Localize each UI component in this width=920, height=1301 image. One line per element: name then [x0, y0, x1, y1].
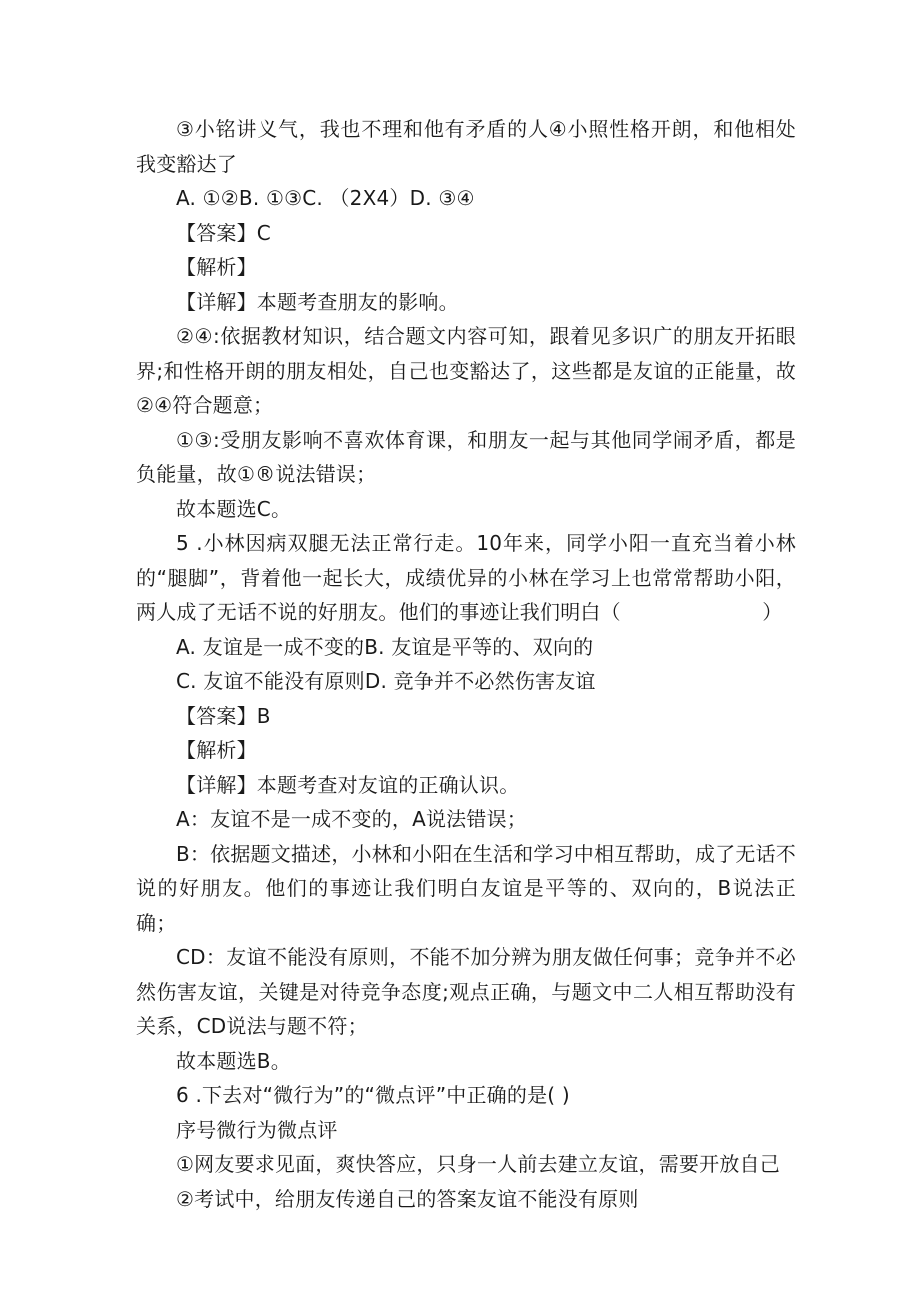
paragraph-analysis-q4: 【解析】 [176, 255, 257, 279]
paragraph-explain-13: ①③:受朋友影响不喜欢体育课，和朋友一起与其他同学闹矛盾，都是负能量，故①®说法错误； [136, 427, 796, 486]
paragraph-question-6: 6 .下去对“微行为”的“微点评”中正确的是( ) [176, 1083, 570, 1107]
paragraph-table-row-2: ②考试中，给朋友传递自己的答案友谊不能没有原则 [176, 1186, 639, 1211]
paragraph-choices-q5-cd: C. 友谊不能没有原则D. 竞争并不必然伤害友谊 [176, 669, 596, 693]
paragraph-conclusion-q4: 故本题选C。 [176, 496, 292, 521]
paragraph-table-header-q6: 序号微行为微点评 [176, 1117, 338, 1142]
paragraph-explain-24: ②④:依据教材知识，结合题文内容可知，跟着见多识广的朋友开拓眼界;和性格开朗的朋友相处，自己也变豁达了，这些都是友谊的正能量，故②④符合题意； [136, 324, 796, 417]
paragraph-conclusion-q5: 故本题选B。 [176, 1048, 291, 1073]
paragraph-detail-q4: 【详解】本题考查朋友的影响。 [176, 289, 459, 314]
paragraph-choices-q5-ab: A. 友谊是一成不变的B. 友谊是平等的、双向的 [176, 634, 594, 659]
paragraph-answer-q4: 【答案】C [176, 220, 271, 245]
paragraph-option-3-4: ③小铭讲义气，我也不理和他有矛盾的人④小照性格开朗，和他相处我变豁达了 [136, 117, 796, 176]
paragraph-analysis-q5: 【解析】 [176, 738, 257, 762]
paragraph-choices-q4: A. ①②B. ①③C. （2X4）D. ③④ [176, 186, 475, 210]
paragraph-explain-a: A：友谊不是一成不变的，A说法错误； [176, 807, 527, 831]
paragraph-question-5: 5 .小林因病双腿无法正常行走。10年来，同学小阳一直充当着小林的“腿脚”，背着他一起长大，成绩优异的小林在学习上也常常帮助小阳，两人成了无话不说的好朋友。他们的事迹让我们明白（ ） [136, 531, 796, 624]
document-body [136, 112, 796, 1216]
paragraph-explain-b: B：依据题文描述，小林和小阳在生活和学习中相互帮助，成了无话不说的好朋友。他们的事迹让我们明白友谊是平等的、双向的，B说法正确； [136, 841, 796, 935]
paragraph-detail-q5: 【详解】本题考查对友谊的正确认识。 [176, 772, 520, 797]
paragraph-answer-q5: 【答案】B [176, 703, 271, 728]
paragraph-table-row-1: ①网友要求见面，爽快答应，只身一人前去建立友谊，需要开放自己 [176, 1152, 780, 1176]
paragraph-explain-cd: CD：友谊不能没有原则，不能不加分辨为朋友做任何事；竞争并不必然伤害友谊，关键是对待竞争态度;观点正确，与题文中二人相互帮助没有关系，CD说法与题不符； [136, 945, 796, 1038]
